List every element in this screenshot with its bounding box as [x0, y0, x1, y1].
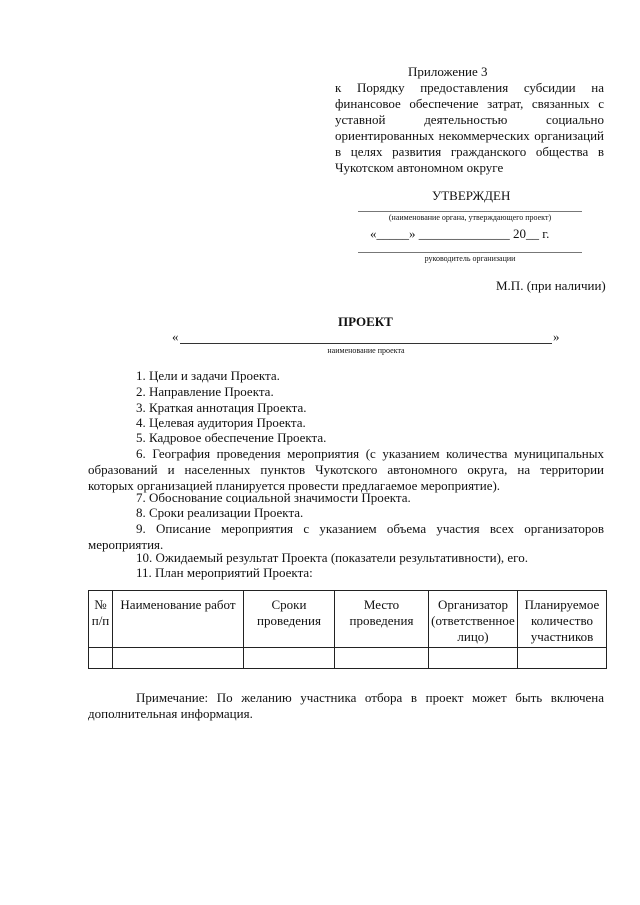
project-name-caption: наименование проекта	[327, 346, 405, 355]
approval-org-line	[358, 211, 582, 212]
table-cell	[335, 648, 429, 669]
header-work-name: Наименование работ	[113, 591, 244, 648]
appendix-line: Чукотском автономном округе	[335, 160, 504, 175]
project-quote-open: «	[172, 329, 179, 344]
appendix-line: к Порядку предоставления субсидии на	[335, 80, 604, 95]
list-item: 10. Ожидаемый результат Проекта (показатели результативности), его.	[136, 550, 528, 565]
header-place: Место проведения	[335, 591, 429, 648]
approval-org-caption: (наименование органа, утверждающего проект)	[388, 213, 552, 222]
table-cell	[429, 648, 518, 669]
appendix-line: уставной деятельностью социально	[335, 112, 604, 127]
appendix-label: Приложение 3	[408, 64, 488, 79]
project-title: ПРОЕКТ	[338, 314, 393, 329]
approval-date-line: «_____» ______________ 20__ г.	[370, 226, 550, 241]
appendix-line: в целях развития гражданского общества в	[335, 144, 604, 159]
approval-title: УТВЕРЖДЕН	[432, 188, 511, 203]
approval-head-line	[358, 252, 582, 253]
table-cell	[89, 648, 113, 669]
list-item: 7. Обоснование социальной значимости Проекта.	[136, 490, 411, 505]
appendix-line: финансовое обеспечение затрат, связанных с	[335, 96, 604, 111]
list-item: 11. План мероприятий Проекта:	[136, 565, 313, 580]
table-cell	[244, 648, 335, 669]
header-organizer: Организатор (ответственное лицо)	[429, 591, 518, 648]
project-quote-close: »	[553, 329, 560, 344]
header-number: № п/п	[89, 591, 113, 648]
list-item-geography: 6. География проведения мероприятия (с указанием количества муниципальных образований и населенных пунктов Чукотского автономного округа, на территории которых организацией планируется провести предлагаемое мероприятие).	[88, 446, 604, 493]
table-row	[89, 648, 607, 669]
header-participants: Планируемое количество участников	[518, 591, 607, 648]
appendix-reference	[335, 80, 604, 176]
approval-head-caption: руководитель организации	[424, 254, 516, 263]
plan-table	[88, 590, 607, 669]
list-item: 8. Сроки реализации Проекта.	[136, 505, 304, 520]
project-name-line	[180, 343, 552, 344]
list-item: 4. Целевая аудитория Проекта.	[136, 415, 306, 430]
list-item-description: 9. Описание мероприятия с указанием объема участия всех организаторов мероприятия.	[88, 521, 604, 552]
header-dates: Сроки проведения	[244, 591, 335, 648]
note: Примечание: По желанию участника отбора в проект может быть включена дополнительная информация.	[88, 690, 604, 721]
list-item: 1. Цели и задачи Проекта.	[136, 368, 280, 383]
list-item: 3. Краткая аннотация Проекта.	[136, 400, 307, 415]
appendix-line: ориентированных некоммерческих организаций	[335, 128, 604, 143]
table-cell	[113, 648, 244, 669]
stamp-label: М.П. (при наличии)	[496, 278, 606, 293]
list-item: 5. Кадровое обеспечение Проекта.	[136, 430, 327, 445]
table-header-row	[89, 591, 607, 648]
table-cell	[518, 648, 607, 669]
list-item: 2. Направление Проекта.	[136, 384, 274, 399]
